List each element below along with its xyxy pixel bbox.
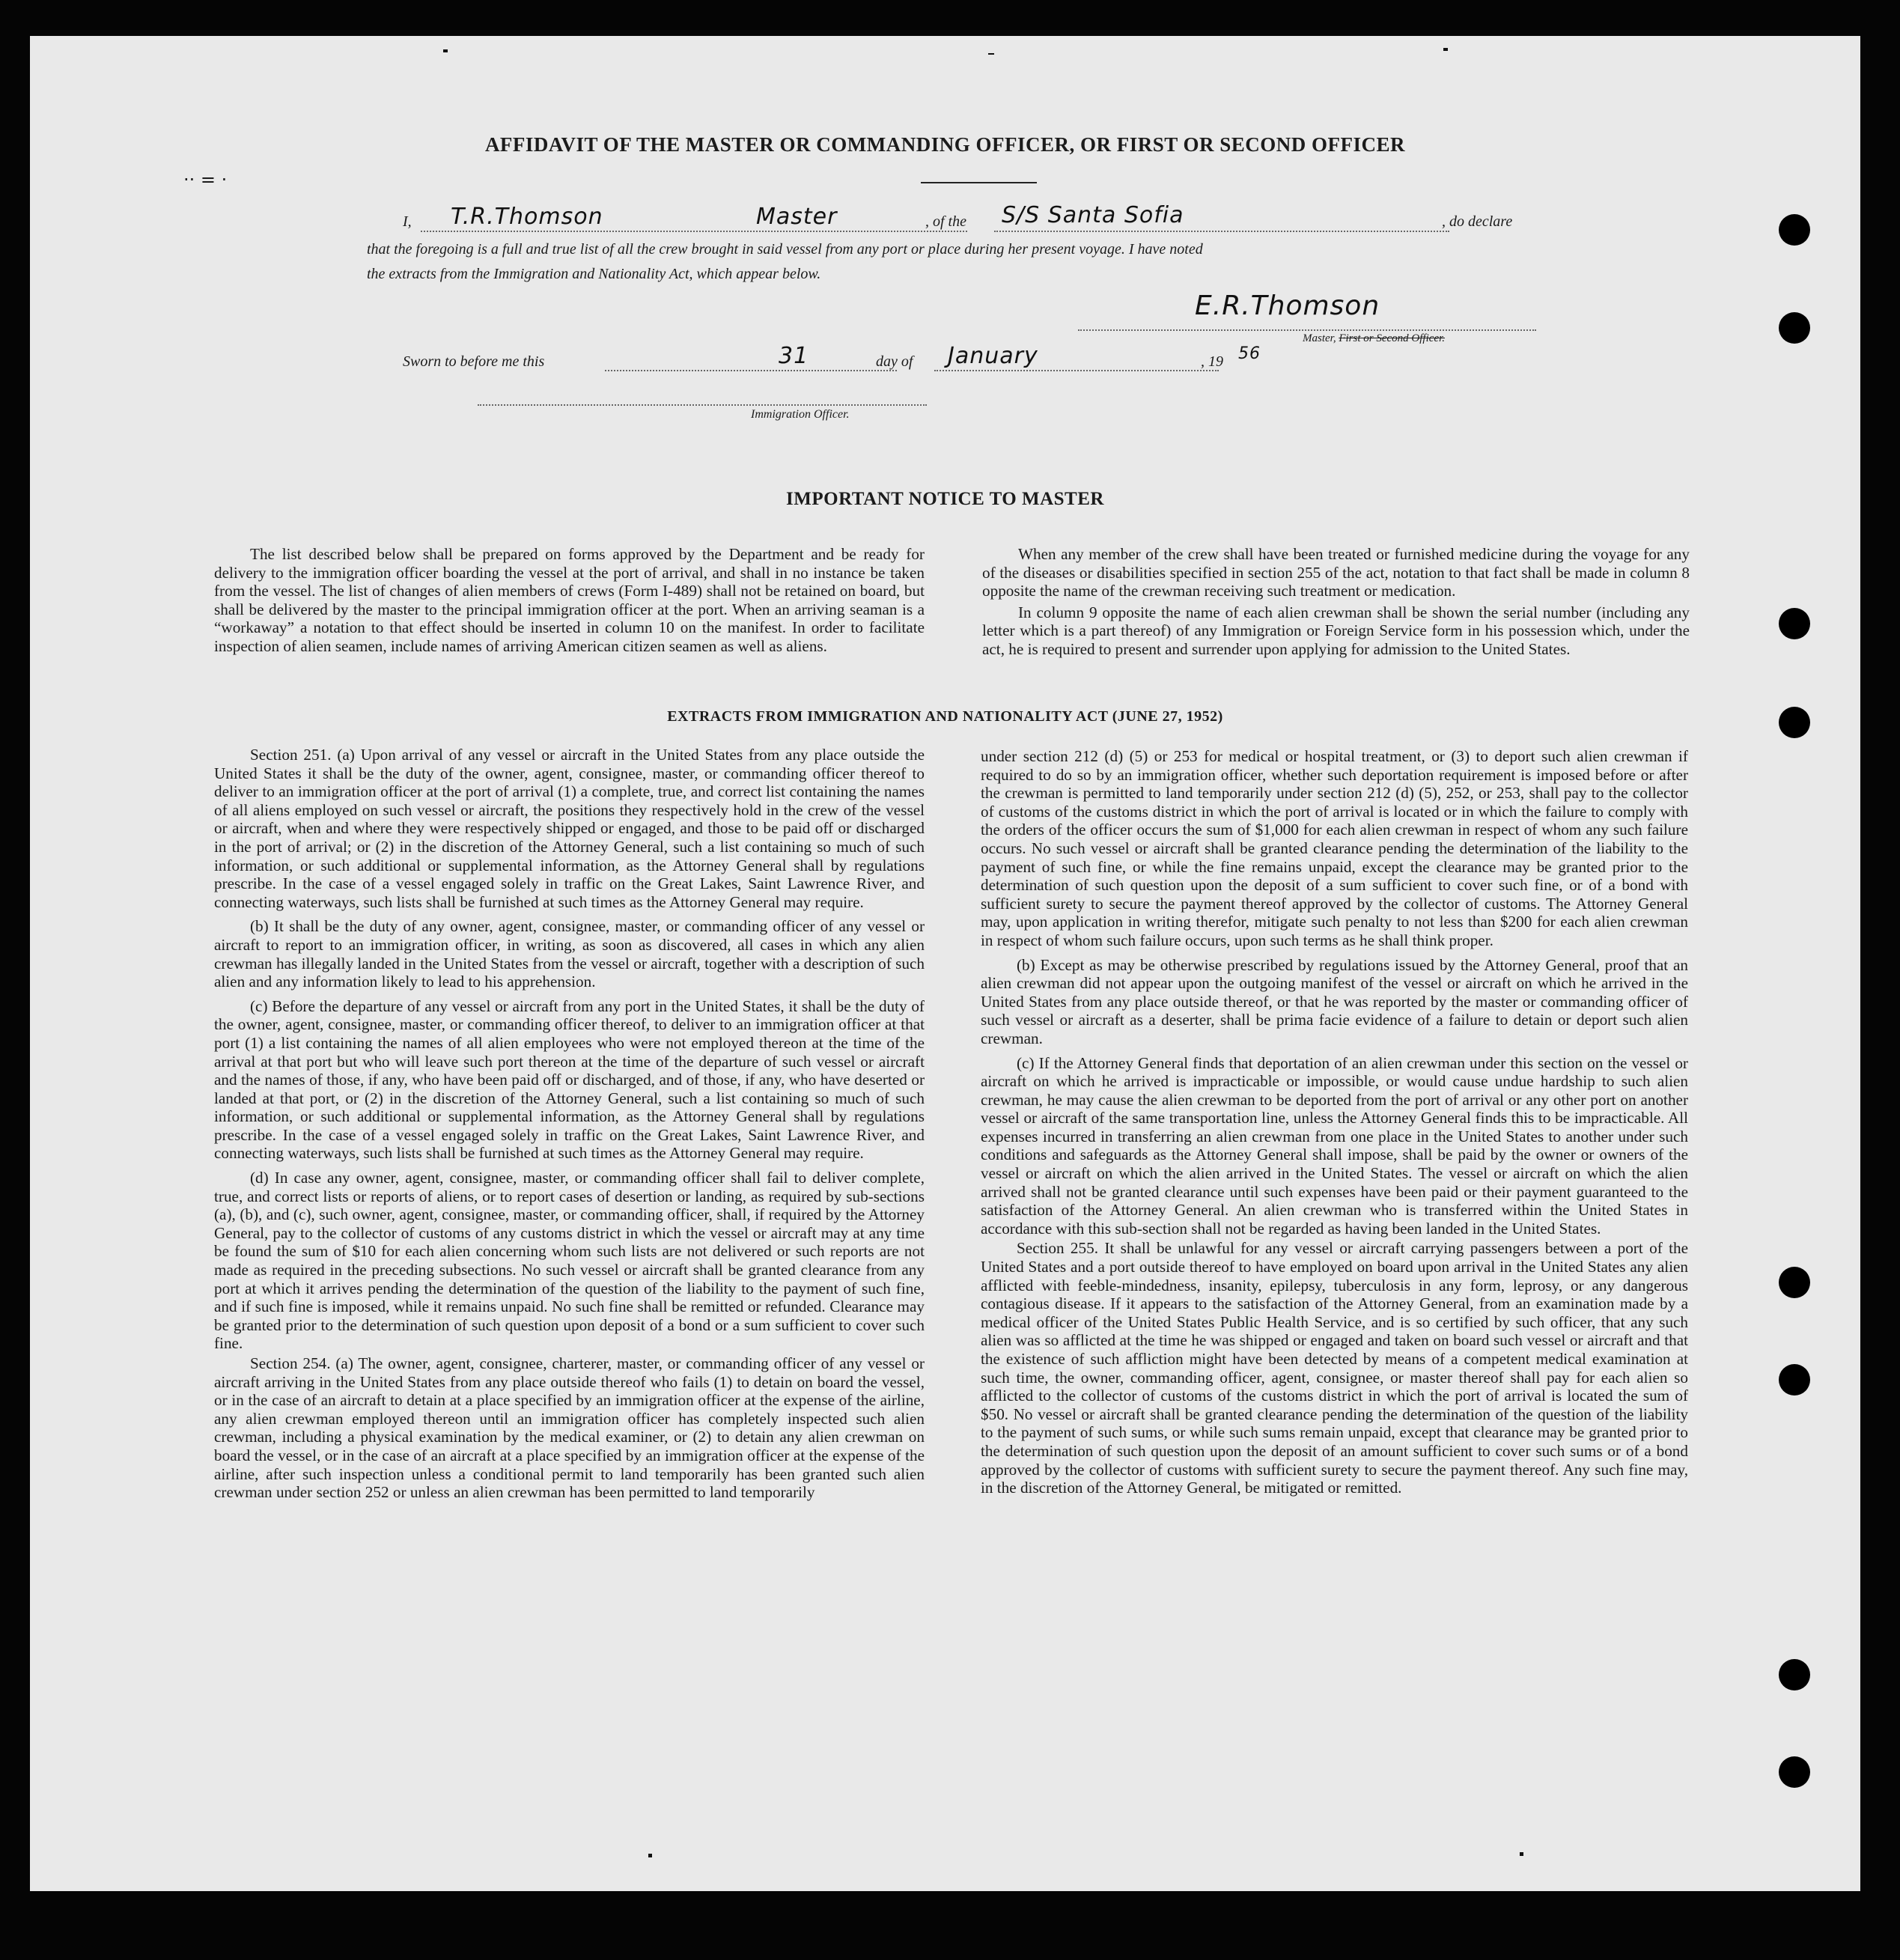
signature-caption-struck: First or Second Officer. [1339, 332, 1445, 344]
notice-left-column [214, 545, 925, 656]
sworn-label: Sworn to before me this [403, 353, 545, 370]
statute-paragraph: under section 212 (d) (5) or 253 for medical or hospital treatment, or (3) to deport such alien crewman if required to do so by an immigration officer, whether such deportation requirement is imposed before or after the crewman is permitted to land temporarily under section 212 (d) (5), 252, or 253, shall pay to the collector of customs of the customs district in which the port of arrival is located or in which the failure to comply with the orders of the officer occurs the sum of $1,000 for each alien crewman in respect of whom any such failure occurs. No such vessel or aircraft shall be granted clearance pending the determination of the liability to the payment of such fine, or while the fine remains unpaid, except the clearance may be granted prior to the determination of such question upon the deposit of a sum sufficient to cover such fine, or of a bond with sufficient surety to secure the payment thereof approved by the collector of customs. The Attorney General may, upon application in writing therefor, mitigate such penalty to not less than $200 for each alien crewman in respect of whom such failure occurs, upon such terms as he shall think proper. [981, 747, 1688, 949]
punch-hole [1779, 608, 1810, 639]
punch-hole [1779, 1267, 1810, 1298]
statute-paragraph: (d) In case any owner, agent, consignee, master, or commanding officer shall fail to deliver complete, true, and correct lists or reports of aliens, or to report cases of desertion or landing, as required by sub-sections (a), (b), and (c), such owner, agent, consignee, master, or commanding officer, shall, if required by the Attorney General, pay to the collector of customs of any customs district in which the vessel or aircraft may at any time be found the sum of $10 for each alien concerning whom such lists are not delivered or such reports are not made as required in the preceding subsections. No such vessel or aircraft shall be granted clearance from any port at which it arrives pending the determination of the question of the liability to the payment of such fine, and if such fine is imposed, while it remains unpaid. No such fine shall be remitted or refunded. Clearance may be granted prior to the determination of such question upon deposit of a bond or a sum sufficient to cover such fine. [214, 1169, 925, 1353]
punch-hole [1779, 1364, 1810, 1396]
punch-hole [1779, 312, 1810, 344]
document-sheet [30, 36, 1860, 1891]
title-rule [921, 182, 1037, 183]
scan-speck [1520, 1852, 1523, 1856]
notice-title: IMPORTANT NOTICE TO MASTER [786, 489, 1104, 509]
scan-speck [988, 53, 994, 55]
officer-caption: Immigration Officer. [751, 408, 850, 421]
scan-speck [1443, 48, 1448, 51]
extracts-title: EXTRACTS FROM IMMIGRATION AND NATIONALITY ACT (JUNE 27, 1952) [667, 708, 1223, 725]
master-name: T.R.Thomson [451, 204, 603, 230]
notice-paragraph: The list described below shall be prepared on forms approved by the Department and be ready for delivery to the immigration officer boarding the vessel at the port of arrival, and shall in no instance be taken from the vessel. The list of changes of alien members of crews (Form I-489) shall not be retained on board, but shall be delivered by the master to the principal immigration officer at the port. When an arriving seaman is a “workaway” a notation to that effect should be inserted in column 10 on the manifest. In order to facilitate inspection of alien seamen, include names of arriving American citizen seamen as well as aliens. [214, 545, 925, 655]
statute-paragraph: (b) It shall be the duty of any owner, agent, consignee, master, or commanding officer of any vessel or aircraft to report to an immigration officer, in writing, as soon as discovered, all cases in which any alien crewman has illegally landed in the United States from the vessel or aircraft, together with a description of such alien and any information likely to lead to his apprehension. [214, 917, 925, 991]
statute-paragraph: (c) Before the departure of any vessel or aircraft from any port in the United States, it shall be the duty of the owner, agent, consignee, master, or commanding officer thereof, to deliver to an immigration officer at that port (1) a list containing the names of all alien employees who were not employed thereon at the time of the arrival at that port but who will leave such port thereon at the time of the departure of such vessel or aircraft and the names of those, if any, who have been paid off or discharged, and of those, if any, who have deserted or landed at that port, or (2) in the discretion of the Attorney General, such a list containing so much of such information, or such additional or supplemental information, as the Attorney General shall by regulations prescribe. In the case of a vessel engaged solely in traffic on the Great Lakes, Saint Lawrence River, and connecting waterways, such lists shall be furnished at such times as the Attorney General may require. [214, 996, 925, 1163]
punch-hole [1779, 707, 1810, 738]
vessel-name: S/S Santa Sofia [1002, 202, 1184, 228]
sworn-day: 31 [779, 343, 809, 369]
punch-hole [1779, 1659, 1810, 1690]
year-prefix: , 19 [1201, 353, 1223, 370]
punch-hole [1779, 1756, 1810, 1788]
day-line [605, 370, 897, 371]
extracts-right-column [981, 747, 1688, 1497]
do-declare-label: , do declare [1442, 213, 1513, 230]
name-rank-line [421, 231, 967, 232]
extracts-left-column [214, 746, 925, 1502]
sworn-year: 56 [1238, 344, 1261, 363]
signature-caption-master: Master, [1303, 332, 1339, 344]
declaration-line-2: the extracts from the Immigration and Nationality Act, which appear below. [367, 266, 821, 282]
sworn-month: January [948, 343, 1038, 369]
scan-speck [648, 1854, 652, 1857]
punch-hole [1779, 214, 1810, 246]
day-of-label: day of [876, 353, 913, 370]
scan-speck [443, 49, 448, 52]
signature-line [1078, 329, 1536, 331]
margin-marks: ·· = · [183, 169, 228, 190]
notice-paragraph: In column 9 opposite the name of each alien crewman shall be shown the serial number (including any letter which is a part thereof) of any Immigration or Foreign Service form in his possession which, under the act, he is required to present and surrender upon applying for admission to the United States. [982, 603, 1690, 658]
affidavit-title: AFFIDAVIT OF THE MASTER OR COMMANDING OFFICER, OR FIRST OR SECOND OFFICER [484, 133, 1406, 156]
master-signature: E.R.Thomson [1195, 290, 1380, 321]
declaration-line-1: that the foregoing is a full and true list of all the crew brought in said vessel from any port or place during her present voyage. I have noted [367, 241, 1203, 258]
notice-right-column [982, 545, 1690, 659]
master-rank: Master [756, 204, 838, 230]
statute-paragraph: (c) If the Attorney General finds that deportation of an alien crewman under this section on the vessel or aircraft on which he arrived is impracticable or impossible, or would cause undue hardship to such alien crewman, he may cause the alien crewman to be deported from the port of arrival or any other port on another vessel or aircraft of the same transportation line, unless the Attorney General finds this to be impracticable. All expenses incurred in transferring an alien crewman from one place in the United States to another under such conditions and safeguards as the Attorney General shall impose, shall be paid by the owner or owners of the vessel or aircraft on which the alien arrived in the United States. The vessel or aircraft on which the alien arrived shall not be granted clearance until such expenses have been paid or their payment guaranteed to the satisfaction of the Attorney General. An alien crewman who is transferred within the United States in accordance with this sub-section shall not be regarded as having been landed in the United States. [981, 1053, 1688, 1238]
vessel-line [994, 231, 1449, 232]
statute-paragraph: Section 255. It shall be unlawful for any vessel or aircraft carrying passengers between a port of the United States and a port outside thereof to have employed on board upon arrival in the United States any alien afflicted with feeble-mindedness, insanity, epilepsy, tuberculosis in any form, leprosy, or any dangerous contagious disease. If it appears to the satisfaction of the Attorney General, from an examination made by a medical officer of the United States Public Health Service, and is so certified by such officer, that any such alien was so afflicted at the time he was shipped or engaged and taken on board such vessel or aircraft and that the existence of such affliction might have been detected by means of a competent medical examination at such time, the owner, commanding officer, agent, consignee, or master thereof shall pay for each alien so afflicted to the collector of customs of the customs district in which the port of arrival is located the sum of $50. No vessel or aircraft shall be granted clearance pending the determination of the question of the liability to the payment of such sums, or while such sums remain unpaid, except that clearance may be granted prior to the determination of such question upon the deposit of an amount sufficient to cover such sums or of a bond approved by the collector of customs with sufficient surety to secure the payment thereof. Any such fine may, in the discretion of the Attorney General, be mitigated or remitted. [981, 1239, 1688, 1497]
signature-caption [1303, 332, 1445, 345]
month-line [934, 370, 1219, 371]
statute-paragraph: (b) Except as may be otherwise prescribed by regulations issued by the Attorney General, proof that an alien crewman did not appear upon the outgoing manifest of the vessel or aircraft on which he arrived in the United States from any place outside thereof, or that he was reported by the master or commanding officer of such vessel or aircraft as a deserter, shall be prima facie evidence of a failure to detain or deport such alien crewman. [981, 955, 1688, 1047]
i-label: I, [403, 213, 412, 230]
statute-paragraph: Section 251. (a) Upon arrival of any vessel or aircraft in the United States from any place outside the United States it shall be the duty of the owner, agent, consignee, master, or commanding officer thereof to deliver to an immigration officer at the port of arrival (1) a complete, true, and correct list containing the names of all aliens employed on such vessel or aircraft, the positions they respectively hold in the crew of the vessel or aircraft, when and where they were respectively shipped or engaged, and those to be paid off or discharged in the port of arrival; or (2) in the discretion of the Attorney General, such a list containing so much of such information, or such additional or supplemental information, as the Attorney General shall by regulations prescribe. In the case of a vessel engaged solely in traffic on the Great Lakes, Saint Lawrence River, and connecting waterways, such lists shall be furnished at such times as the Attorney General may require. [214, 746, 925, 911]
officer-line [478, 404, 927, 406]
of-the-label: , of the [925, 213, 966, 230]
notice-paragraph: When any member of the crew shall have been treated or furnished medicine during the voyage for any of the diseases or disabilities specified in section 255 of the act, notation to that fact shall be made in column 8 opposite the name of the crewman receiving such treatment or medication. [982, 545, 1690, 600]
statute-paragraph: Section 254. (a) The owner, agent, consignee, charterer, master, or commanding officer of any vessel or aircraft arriving in the United States from any place outside thereof who fails (1) to detain on board the vessel, or in the case of an aircraft to detain at a place specified by an immigration officer at the expense of the airline, any alien crewman employed thereon until an immigration officer has completely inspected such alien crewman, including a physical examination by the medical examiner, or (2) to detain any alien crewman on board the vessel, or in the case of an aircraft at a place specified by an immigration officer at the expense of the airline, after such inspection unless a conditional permit to land temporarily has been granted such alien crewman under section 252 or unless an alien crewman has been permitted to land temporarily [214, 1354, 925, 1502]
